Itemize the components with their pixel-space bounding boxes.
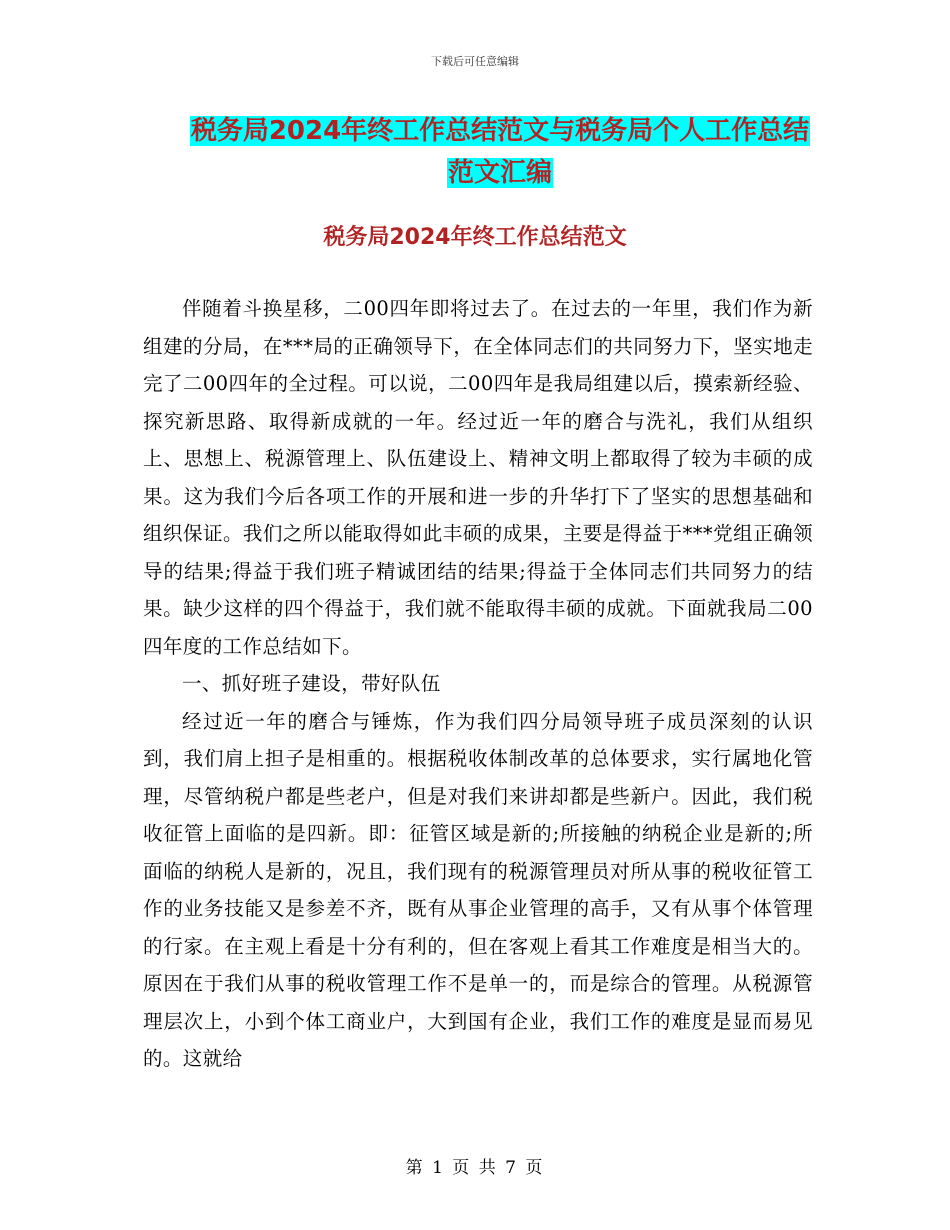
document-body xyxy=(143,290,813,1078)
body-paragraph: 伴随着斗换星移，二00四年即将过去了。在过去的一年里，我们作为新组建的分局，在***局的正确领导下，在全体同志们的共同努力下，坚实地走完了二00四年的全过程。可以说，二00四年是我局组建以后，摸索新经验、探究新思路、取得新成就的一年。经过近一年的磨合与洗礼，我们从组织上、思想上、税源管理上、队伍建设上、精神文明上都取得了较为丰硕的成果。这为我们今后各项工作的开展和进一步的升华打下了坚实的思想基础和组织保证。我们之所以能取得如此丰硕的成果，主要是得益于***党组正确领导的结果;得益于我们班子精诚团结的结果;得益于全体同志们共同努力的结果。缺少这样的四个得益于，我们就不能取得丰硕的成就。下面就我局二00四年度的工作总结如下。 xyxy=(143,297,813,658)
document-title-line1: 税务局2024年终工作总结范文与税务局个人工作总结 xyxy=(190,116,810,146)
document-title-line2: 范文汇编 xyxy=(447,158,552,188)
section-title: 税务局2024年终工作总结范文 xyxy=(323,225,627,250)
page-footer: 第 1 页 共 7 页 xyxy=(405,1158,545,1178)
document-title xyxy=(120,110,880,194)
section-heading: 一、抓好班子建设，带好队伍 xyxy=(182,672,441,695)
header-note: 下载后可任意编辑 xyxy=(431,55,519,68)
body-paragraph: 经过近一年的磨合与锤炼，作为我们四分局领导班子成员深刻的认识到，我们肩上担子是相重的。根据税收体制改革的总体要求，实行属地化管理，尽管纳税户都是些老户，但是对我们来讲却都是些新户。因此，我们税收征管上面临的是四新。即：征管区域是新的;所接触的纳税企业是新的;所面临的纳税人是新的，况且，我们现有的税源管理员对所从事的税收征管工作的业务技能又是参差不齐，既有从事企业管理的高手，又有从事个体管理的行家。在主观上看是十分有利的，但在客观上看其工作难度是相当大的。原因在于我们从事的税收管理工作不是单一的，而是综合的管理。从税源管理层次上，小到个体工商业户，大到国有企业，我们工作的难度是显而易见的。这就给 xyxy=(143,709,813,1070)
